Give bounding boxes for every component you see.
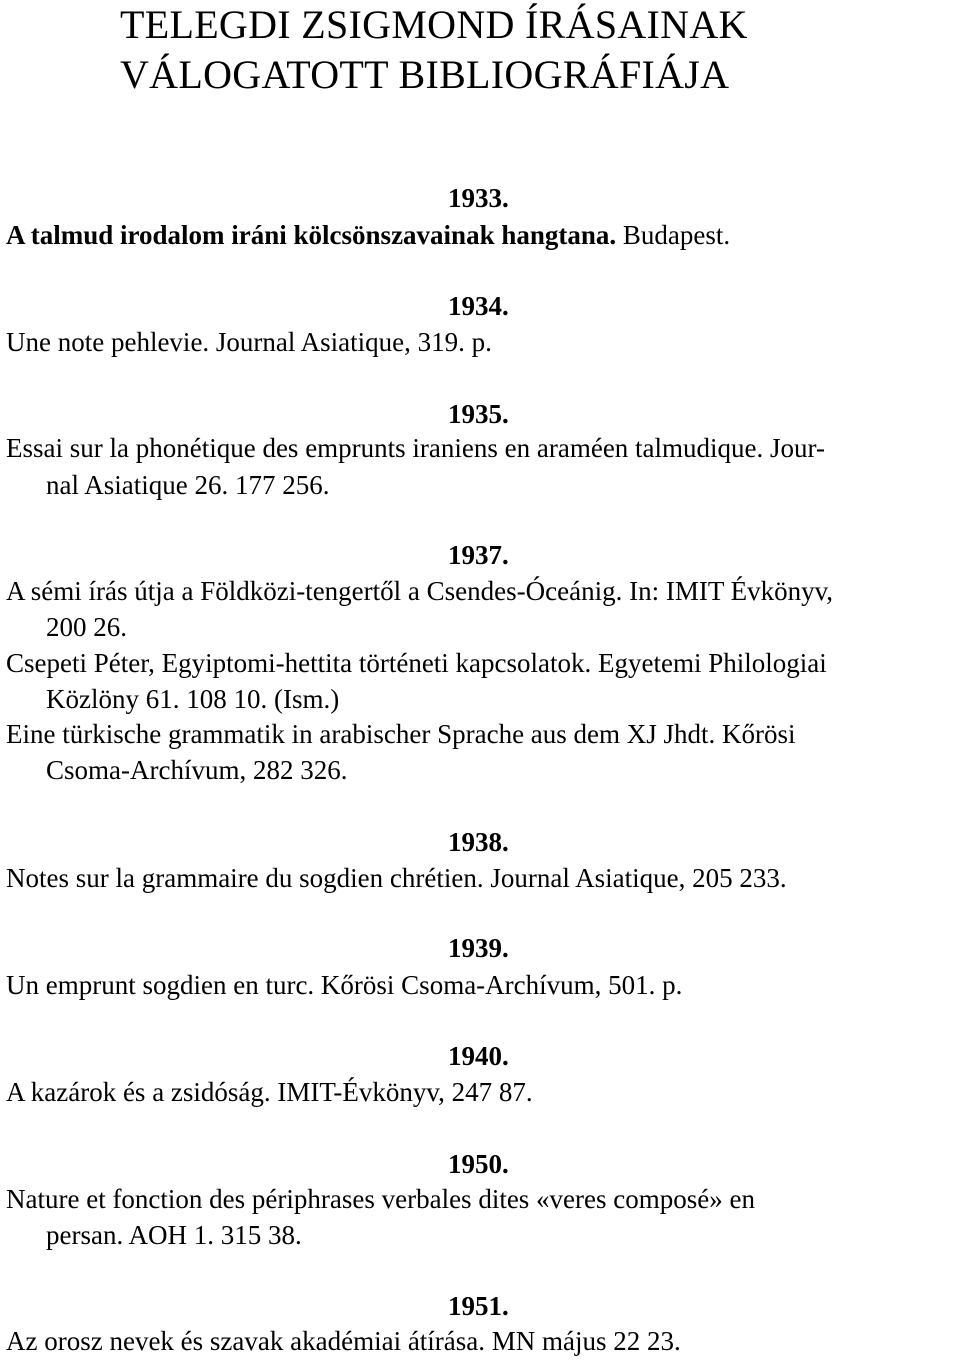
entry-year: 1937. [448,540,509,570]
entry-line: A sémi írás útja a Földközi-tengertől a Csendes-Óceánig. In: IMIT Évkönyv, [6,576,834,606]
entry-year: 1938. [448,827,509,857]
entry-year: 1940. [448,1041,509,1071]
entry-line: Essai sur la phonétique des emprunts iraniens en araméen talmudique. Jour- [6,433,825,463]
entry-line: Eine türkische grammatik in arabischer Sprache aus dem XJ Jhdt. Kőrösi [6,719,796,749]
entry-title-bold: A talmud irodalom iráni kölcsönszavainak hangtana. [6,220,617,250]
entry-line: Une note pehlevie. Journal Asiatique, 319. p. [6,327,492,357]
entry-line: Notes sur la grammaire du sogdien chrétien. Journal Asiatique, 205 233. [6,863,787,893]
entry-line: Közlöny 61. 108 10. (Ism.) [46,684,340,714]
entry-year: 1935. [448,399,509,429]
entry-line [6,217,730,253]
entry-year: 1934. [448,291,509,321]
page-title [120,0,748,100]
entry-rest: Budapest. [616,220,731,250]
entry-line: Csepeti Péter, Egyiptomi-hettita történeti kapcsolatok. Egyetemi Philologiai [6,648,827,678]
entry-line: Az orosz nevek és szavak akadémiai átírása. MN május 22 23. [6,1326,681,1356]
title-line-1: TELEGDI ZSIGMOND ÍRÁSAINAK [120,2,748,47]
entry-year: 1939. [448,933,509,963]
entry-line: A kazárok és a zsidóság. IMIT-Évkönyv, 247 87. [6,1077,533,1107]
entry-year: 1933. [448,183,509,213]
entry-line: persan. AOH 1. 315 38. [46,1220,302,1250]
entry-line: Un emprunt sogdien en turc. Kőrösi Csoma-Archívum, 501. p. [6,970,683,1000]
entry-year: 1950. [448,1149,509,1179]
entry-year: 1951. [448,1291,509,1321]
entry-line: nal Asiatique 26. 177 256. [46,470,330,500]
entry-line: 200 26. [46,612,127,642]
entry-line: Nature et fonction des périphrases verbales dites «veres composé» en [6,1184,755,1214]
title-line-2: VÁLOGATOTT BIBLIOGRÁFIÁJA [120,52,730,97]
entry-line: Csoma-Archívum, 282 326. [46,755,348,785]
